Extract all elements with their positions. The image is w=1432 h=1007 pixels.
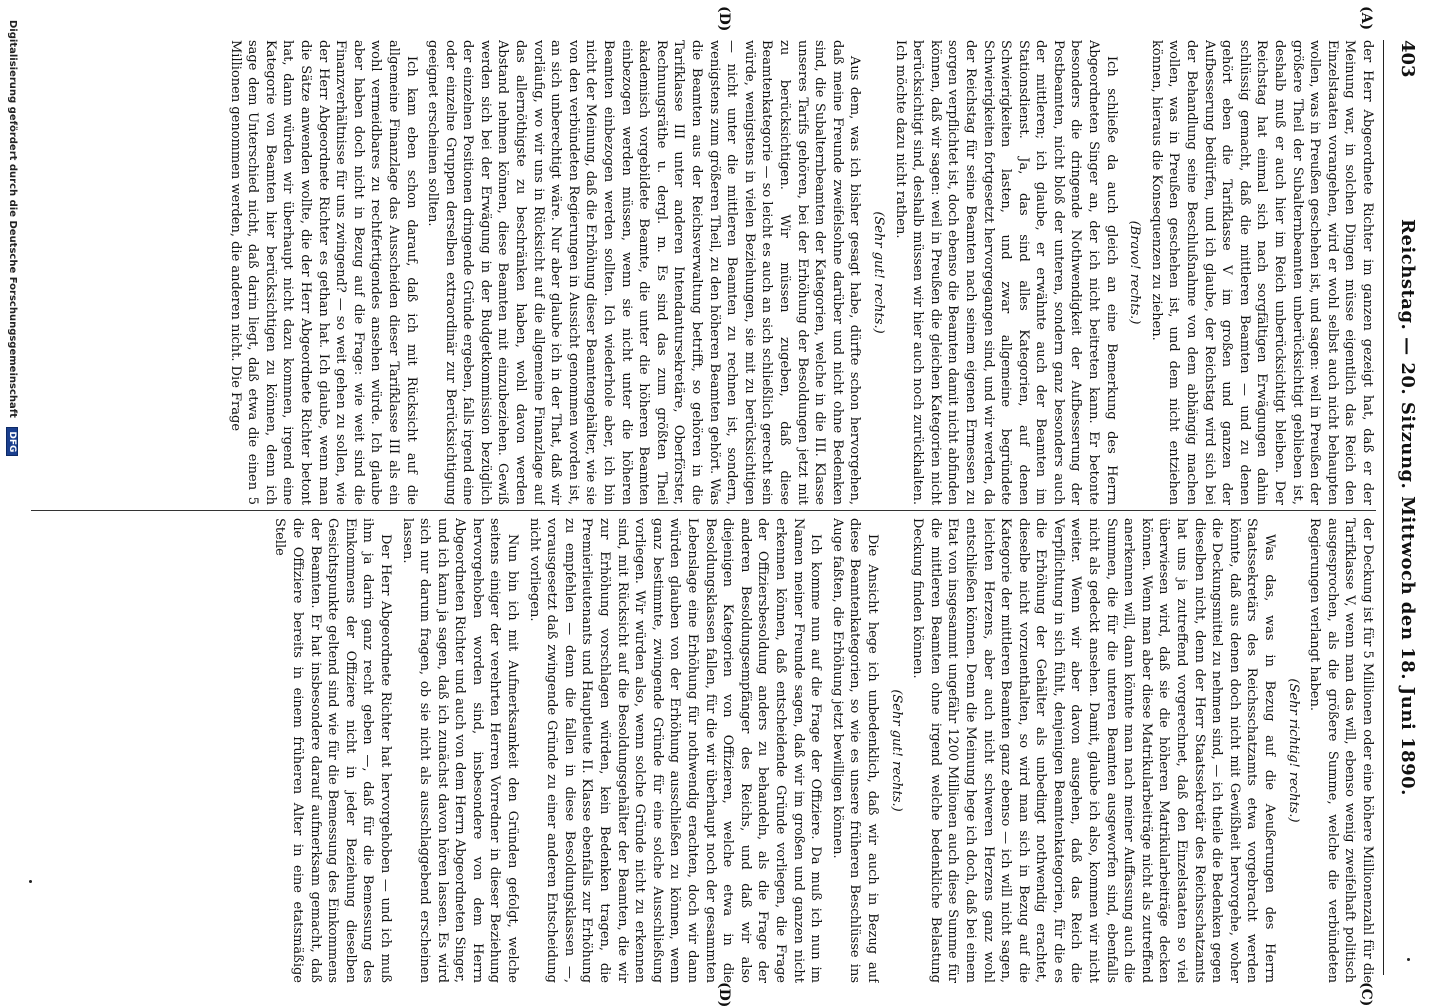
paragraph: der Deckung ist für 5 Millionen oder eine höhere Millionenzahl für die Tarifklasse V, wenn man das will, ebenso wenig zweifelhaft politisch ausgesprochen, als die größere Summe, welche die verbündeten Regierungen verlangt haben. [1307, 518, 1375, 983]
running-title: Reichstag. — 20. Sitzung. Mittwoch den 18. Juni 1890. [1397, 219, 1418, 796]
paragraph: Ich schließe da auch gleich an eine Bemerkung des Herrn Abgeordneten Singer an, der ich nicht beitreten kann. Er betonte besonders die dringende Nothwendigkeit der Aufbesserung der Postbeamten, nicht bloß der unteren, sondern ganz besonders auch der mittleren; ich glaube, er erwähnte auch der Beamten im Stationsdienst. Ja, das sind alles Kategorien, auf denen Schwierigkeiten lasten, und zwar allgemeine begründete Schwierigkeiten fortgesetzt hervorgegangen sind, und wir werden, da der Reichstag für seine Beamten nach seinem eigenen Ermessen zu sorgen verpflichtet ist, doch ebenso die Beamten damit nicht abfinden können, daß wir sagen: weil in Preußen die gleichen Kategorien nicht berücksichtigt sind, deshalb müssen wir hier auch noch zurückhalten. Ich möchte dazu nicht rathen. [892, 40, 1119, 505]
paragraph: Die Ansicht hege ich unbedenklich, daß wir auch in Bezug auf diese Beamtenkategorien, so wie es unsere früheren Beschlüsse ins Auge faßten, die Erhöhung jetzt bewilligen können. [829, 518, 880, 983]
margin-marker-d-left: (D) [716, 6, 732, 32]
interjection: (Bravo! rechts.) [1127, 220, 1143, 325]
print-speck [1407, 958, 1410, 961]
paragraph: der Herr Abgeordnete Richter im ganzen gezeigt hat, daß er der Meinung war, in solchen Dingen müsse eigentlich das Reich den Einzelstaaten vorangehen, wird er wohl selbst auch nicht behaupten wollen, was in Preußen geschehen ist, und sagen: weil in Preußen der größere Theil der Subalternbeamten unberücksichtigt geblieben ist, deshalb muß er auch hier im Reich unberücksichtigt bleiben. Der Reichstag hat einmal sich nach sorgfältigen Erwägungen dahin schlüssig gemacht, daß die mittleren Beamten — und zu denen gehört eben die Tarifklasse V im großen und ganzen der Aufbesserung bedürfen, und ich glaube, der Reichstag wird sich bei der Behandlung seine Beschlußnahme von dem abhängig machen wollen, was in Preußen geschehen ist, und dem nicht entziehen können, hieraus die Konsequenzen zu ziehen. [1148, 40, 1375, 505]
digitization-text: Digitalisierung gefördert durch die Deutsche Forschungsgemeinschaft [7, 20, 18, 418]
paragraph: Nun bin ich mit Aufmerksamkeit den Gründen gefolgt, welche seitens einiger der verehrten Herren Vorredner in dieser Beziehung hervorgehoben worden sind, insbesondere von dem Herrn Abgeordneten Richter und auch von dem Herrn Abgeordneten Singer, und ich kann ja sagen, daß ich zunächst davon hören lassen. Es wird sich nur darum fragen, ob sie nicht als ausschlaggebend erscheinen lassen. [399, 518, 521, 983]
print-speck [29, 880, 32, 883]
interjection: (Sehr gut! rechts.) [870, 211, 886, 334]
paragraph: Ich komme nun auf die Frage der Offiziere. Da muß ich nun im Namen meiner Freunde sagen, daß wir im großen und ganzen nicht erkennen können, daß entscheidende Gründe vorliegen, die Frage der Offiziersbesoldung anders zu behandeln, als die Frage der anderen Besoldungsempfänger des Reichs, und daß wir also diejenigen Kategorien von Offizieren, welche etwa in die Besoldungsklassen fallen, für die wir überhaupt noch der gesammten Lebenslage eine Erhöhung für nothwendig erachten, doch wir dann würden glauben von der Erhöhung ausschließen zu können, wenn ganz bestimmte, zwingende Gründe für eine solche Ausschließung vorliegen. Wir würden also, wenn solche Gründe nicht zu erkennen sind, mit Rücksicht auf die Besoldungsgehälter der Beamten, die wir zur Erhöhung vorschlagen würden, kein Bedenken tragen, die Premierlieutenants und Hauptleute II. Klasse ebenfalls zur Erhöhung zu empfehlen — denn die fallen in diese Besoldungsklassen —, vorausgesetzt daß zwingende Gründe zu einer anderen Entscheidung nicht vorliegen. [526, 518, 824, 983]
margin-marker-d-right: (D) [716, 982, 732, 1007]
paragraph: Ich kam eben schon darauf, daß ich mit Rücksicht auf die allgemeine Finanzlage das Ausscheiden dieser Tarifklasse III als ein wohl vermeidbares zu rechtfertigendes ansehen würde. Ich glaube aber haben doch nicht in Bezug auf die Frage: wie weit sind die Finanzverhältnisse für uns zwingend? — so weit gehen zu sollen, wie der Herr Abgeordnete Richter es gethan hat. Ich glaube, wenn man die Sätze anwenden wollte, die der Herr Abgeordnete Richter betont hat, dann würden wir überhaupt nicht dazu kommen, irgend eine Kategorie von Beamten hier berücksichtigen zu können, denn ich sage dem Unterschied nicht, daß darin liegt, daß etwa die einen 5 Millionen genommen werden, die anderen nicht. Die Frage [227, 40, 419, 505]
left-column [26, 40, 1376, 505]
page-header [1383, 40, 1422, 975]
paragraph: Was das, was in Bezug auf die Aeußerungen des Herrn Staatssekretärs des Reichsschatzamts etwa vorgebracht werden könnte, daß aus denen doch nicht mit Gewißheit hervorgehe, woher die Deckungsmittel zu nehmen sind, — ich theile die Bedenken gegen dieselben nicht, denn der Herr Staatssekretär des Reichsschatzamts hat uns ja zutreffend vorgerechnet, daß den Einzelstaaten so viel überwiesen wird, daß sie die höheren Matrikularbeiträge decken können. Wenn man aber diese Matrikularbeiträge nicht als zutreffend anerkennen will, dann könnte man nach meiner Auffassung auch die Summen, die für die unteren Beamten ausgeworfen sind, ebenfalls nicht als gedeckt ansehen. Damit, glaube ich also, kommen wir nicht weiter. Wenn wir aber davon ausgehen, daß das Reich die Verpflichtung in sich fühlt, denjenigen Beamtenkategorien, für die es die Erhöhung der Gehälter als unbedingt nothwendig erachtet, dieselbe nicht vorzuenthalten, so wird man sich in Bezug auf die Kategorie der mittleren Beamten ganz ebenso — ich will nicht sagen, leichten Herzens, aber auch nicht schweren Herzens ganz wohl entschließen können. Denn die Meinung hege ich doch, daß bei einem Etat von insgesammt ungefähr 1200 Millionen auch diese Summe für die mittleren Beamten ohne irgend welche bedenkliche Belastung Deckung finden können. [910, 518, 1278, 983]
digitization-credit [6, 20, 18, 980]
dfg-logo-icon: DFG [6, 427, 18, 456]
interjection: (Sehr gut! rechts.) [888, 689, 904, 812]
margin-marker-c: (C) [1358, 982, 1374, 1007]
right-column [26, 518, 1376, 983]
margin-marker-a: (A) [1358, 6, 1374, 31]
paragraph: Aus dem, was ich bisher gesagt habe, dürfte schon hervorgehen, daß meine Freunde zweifelsohne darüber und nicht ohne Bedenken sind, die Subalternbeamten der Kategorien, welche in die III. Klasse unseres Tarifs gehören, bei der Erhöhung der Besoldungen jetzt mit zu berücksichtigen. Wir müssen zugeben, daß diese Beamtenkategorie — so leicht es auch an sich schließlich gerecht sein würde, wenigstens in vielen Beziehungen, sie mit zu berücksichtigen — nicht unter die mittleren Beamten zu rechnen ist, sondern, wenigstens zum größeren Theil, zu den höheren Beamten gehört. Was die Beamten aus der Reichsverwaltung betrifft, so gehören in die Tarifklasse III unter anderen Intendantursekretäre, Oberförster, Rechnungsräthe u. dergl. m. Es sind das zum größten Theil akademisch vorgebildete Beamte, die unter die höheren Beamten einbezogen werden müssen, wenn sie nicht unter die höheren Beamten einbezogen werden sollten. Ich wiederhole aber, ich bin nicht der Meinung, daß die Erhöhung dieser Beamtengehälter, wie sie von den verbündeten Regierungen in Aussicht genommen worden ist, an sich unberechtigt wäre. Nur aber glaube ich in der That, daß wir vorläufig, wo wir uns in Rücksicht auf die allgemeine Finanzlage auf das allernöthigste zu beschränken haben, wohl davon werden Abstand nehmen können, diese Beamten mit einzubeziehen. Gewiß werden sich bei der Erwägung in der Budgetkommission bezüglich der einzelnen Positionen dringende Gründe ergeben, falls irgend eine oder einzelne Gruppen derselben extraordinär zur Berücksichtigung geeignet erscheinen sollten. [425, 40, 863, 505]
interjection: (Sehr richtig! rechts.) [1285, 678, 1301, 823]
column-divider [31, 510, 1376, 511]
paragraph: Der Herr Abgeordnete Richter hat hervorgehoben — und ich muß ihm ja darin ganz recht geben —, daß für die Bemessung des Einkommens der Offiziere nicht in jeder Beziehung dieselben Gesichtspunkte geltend sind wie für die Bemessung des Einkommens der Beamten. Er hat insbesondere darauf aufmerksam gemacht, daß die Offiziere bereits in einem früheren Alter in eine etatsmäßige Stelle [272, 518, 393, 983]
page-number: 403 [1397, 40, 1418, 78]
